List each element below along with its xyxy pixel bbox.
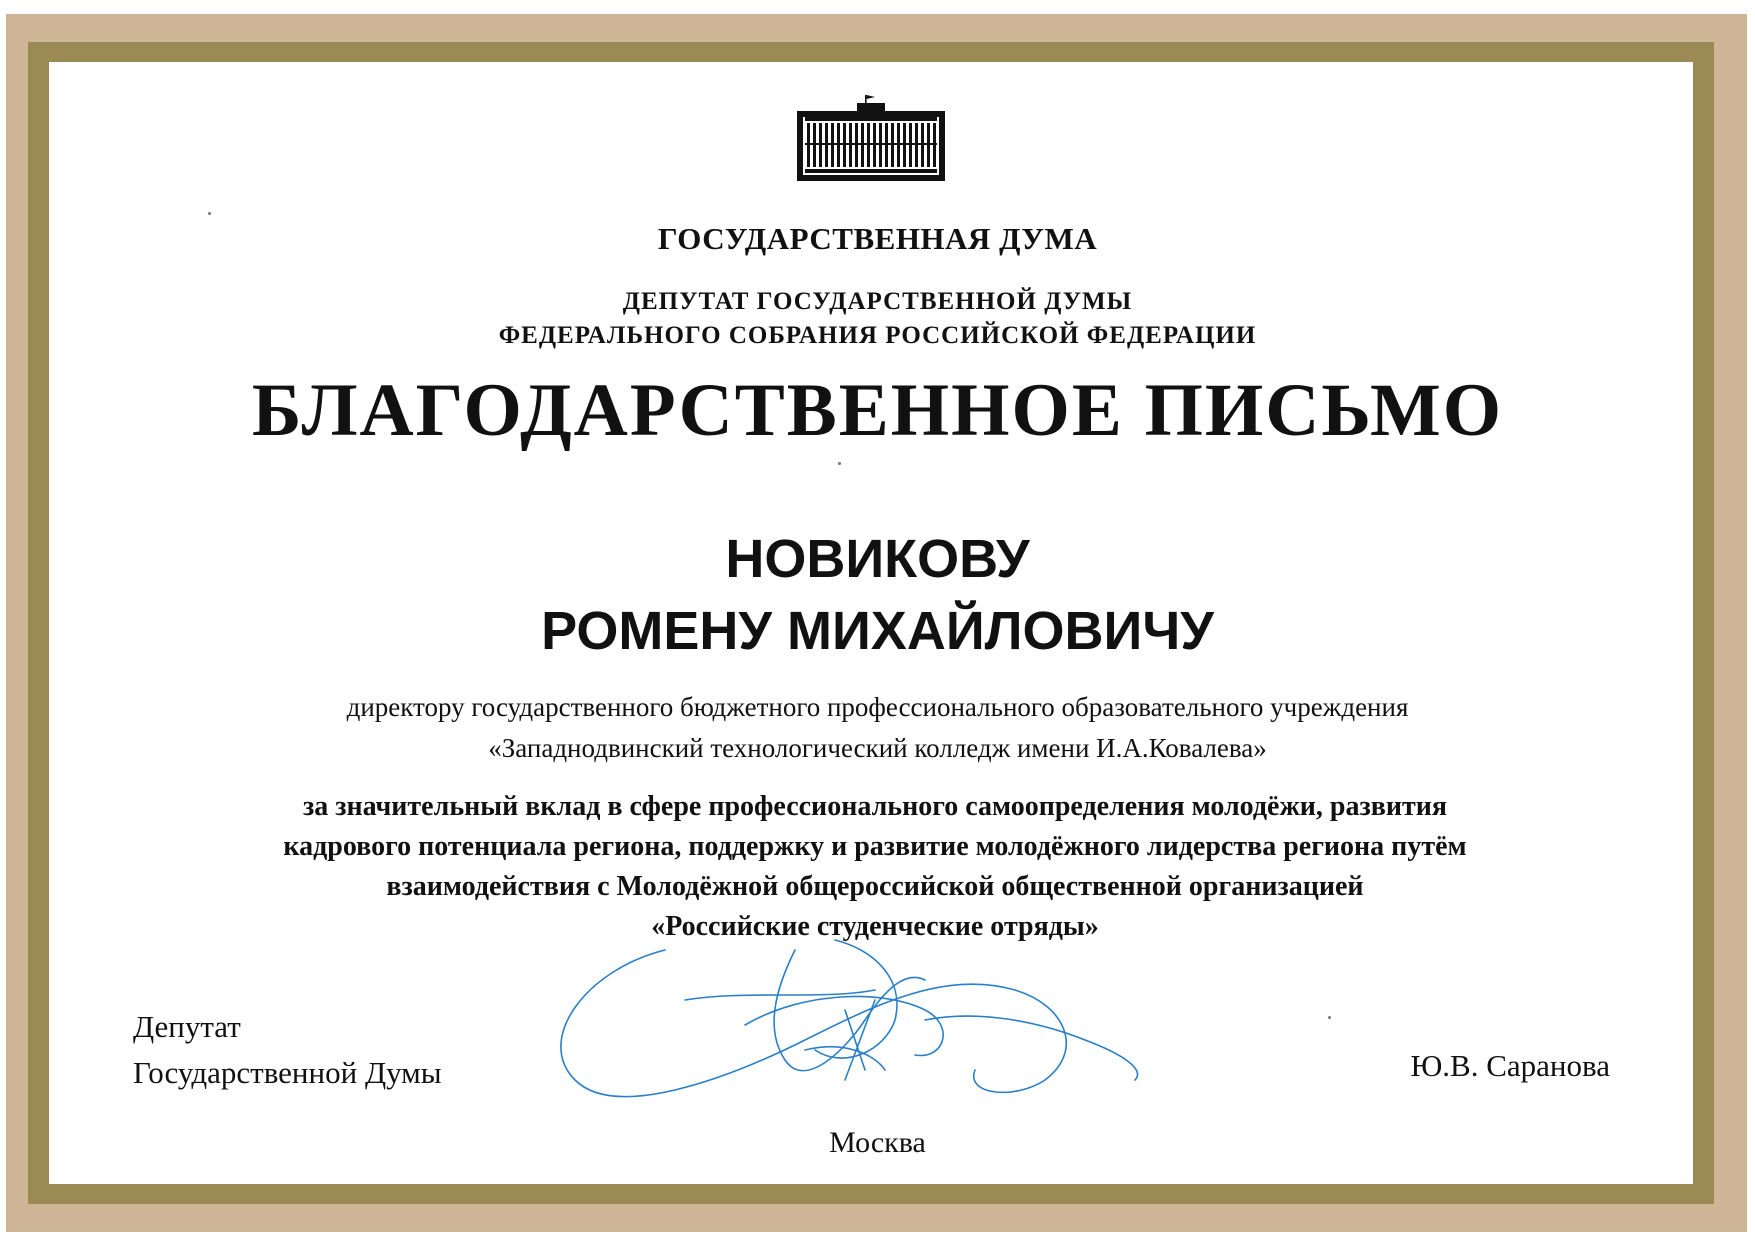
speck: [208, 212, 211, 215]
recipient-name: РОМЕНУ МИХАЙЛОВИЧУ: [541, 601, 1214, 661]
recipient-position-line-2: «Западнодвинский технологический колледж имени И.А.Ковалева»: [488, 733, 1267, 763]
organization-heading: ГОСУДАРСТВЕННАЯ ДУМА: [657, 221, 1098, 256]
reason-line: за значительный вклад в сфере профессионального самоопределения молодёжи, развития: [302, 791, 1447, 822]
recipient-surname: НОВИКОВУ: [725, 529, 1030, 589]
recipient-position-line-1: директору государственного бюджетного профессионального образовательного учреждения: [346, 692, 1409, 722]
city: Москва: [829, 1126, 926, 1159]
speck: [1328, 1016, 1331, 1019]
deputy-line-2: ФЕДЕРАЛЬНОГО СОБРАНИЯ РОССИЙСКОЙ ФЕДЕРАЦИИ: [498, 322, 1257, 349]
reason-line: кадрового потенциала региона, поддержку и развитие молодёжного лидерства региона путём: [283, 831, 1467, 862]
document-title: БЛАГОДАРСТВЕННОЕ ПИСЬМО: [251, 369, 1504, 452]
duma-building-icon: [797, 95, 945, 181]
signer-role: [133, 1004, 442, 1096]
reason-text: [80, 787, 1670, 947]
signer-role-line-1: Депутат: [133, 1009, 241, 1044]
deputy-line-1: ДЕПУТАТ ГОСУДАРСТВЕННОЙ ДУМЫ: [622, 288, 1133, 315]
speck: [838, 462, 841, 465]
reason-line: взаимодействия с Молодёжной общероссийской общественной организацией: [386, 871, 1364, 902]
signer-name: Ю.В. Саранова: [1410, 1048, 1610, 1083]
signer-role-line-2: Государственной Думы: [133, 1055, 442, 1090]
reason-line: «Российские студенческие отряды»: [651, 911, 1099, 942]
